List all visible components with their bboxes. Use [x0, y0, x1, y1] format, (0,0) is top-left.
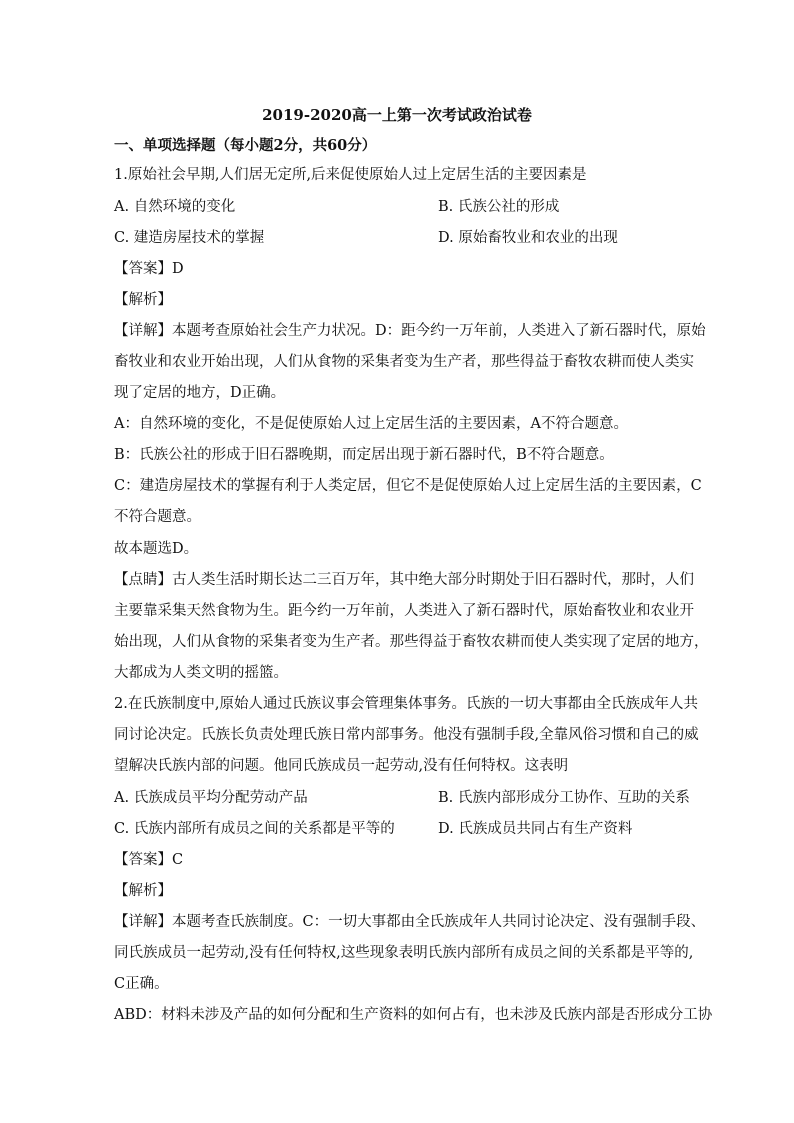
- q1-detail-line-5: B：氏族公社的形成于旧石器晚期，而定居出现于新石器时代，B不符合题意。: [114, 447, 614, 463]
- q1-stem: 1.原始社会早期,人们居无定所,后来促使原始人过上定居生活的主要因素是: [114, 167, 587, 183]
- page-title: 2019-2020高一上第一次考试政治试卷: [262, 106, 532, 124]
- q2-answer: C: [172, 852, 184, 868]
- q2-option-d: D. 氏族成员共同占有生产资料: [438, 821, 633, 837]
- q1-detail-tag: 【详解】: [114, 323, 172, 339]
- q2-detail-tag: 【详解】: [114, 914, 172, 930]
- section-heading: 一、单项选择题（每小题2分，共60分）: [114, 137, 377, 154]
- q1-option-b: B. 氏族公社的形成: [438, 199, 560, 215]
- q1-point-line-4: 大都成为人类文明的摇篮。: [114, 665, 288, 681]
- q2-stem-line-1: 2.在氏族制度中,原始人通过氏族议事会管理集体事务。氏族的一切大事都由全氏族成年人共: [114, 696, 698, 712]
- q1-detail-line-1: [114, 321, 706, 341]
- q2-answer-line: [114, 850, 183, 870]
- q1-point-line-3: 始出现，人们从食物的采集者变为生产者。那些得益于畜牧农耕而使人类实现了定居的地方，: [114, 634, 709, 650]
- q1-option-c: C. 建造房屋技术的掌握: [114, 230, 265, 246]
- q1-detail-line-8: 故本题选D。: [114, 541, 199, 557]
- q1-analysis-tag: 【解析】: [114, 292, 172, 308]
- q2-detail-text-1: 本题考查氏族制度。C：一切大事都由全氏族成年人共同讨论决定、没有强制手段、: [172, 914, 706, 930]
- q1-answer-tag: 【答案】: [114, 261, 172, 277]
- q1-answer: D: [172, 261, 184, 277]
- q2-option-a: A. 氏族成员平均分配劳动产品: [114, 790, 308, 806]
- q2-detail-line-2: 同氏族成员一起劳动,没有任何特权,这些现象表明氏族内部所有成员之间的关系都是平等的,: [114, 945, 694, 961]
- q1-detail-line-7: 不符合题意。: [114, 509, 201, 525]
- q1-answer-line: [114, 259, 184, 279]
- q1-detail-line-6: C：建造房屋技术的掌握有利于人类定居，但它不是促使原始人过上定居生活的主要因素，C: [114, 478, 702, 494]
- q1-detail-line-3: 现了定居的地方，D正确。: [114, 385, 286, 401]
- q2-answer-tag: 【答案】: [114, 852, 172, 868]
- q1-detail-text-1: 本题考查原始社会生产力状况。D：距今约一万年前，人类进入了新石器时代，原始: [172, 323, 706, 339]
- q2-option-c: C. 氏族内部所有成员之间的关系都是平等的: [114, 821, 395, 837]
- q1-option-a: A. 自然环境的变化: [114, 199, 236, 215]
- q2-analysis-tag: 【解析】: [114, 883, 172, 899]
- q2-stem-line-2: 同讨论决定。氏族长负责处理氏族日常内部事务。他没有强制手段,全靠风俗习惯和自己的威: [114, 727, 699, 743]
- q2-detail-line-4: ABD：材料未涉及产品的如何分配和生产资料的如何占有，也未涉及氏族内部是否形成分工协: [114, 1007, 713, 1023]
- q1-detail-line-2: 畜牧业和农业开始出现，人们从食物的采集者变为生产者，那些得益于畜牧农耕而使人类实: [114, 354, 694, 370]
- q1-point-line-2: 主要靠采集天然食物为生。距今约一万年前，人类进入了新石器时代，原始畜牧业和农业开: [114, 603, 694, 619]
- q1-point-line-1: [114, 570, 694, 590]
- q2-detail-line-1: [114, 912, 705, 932]
- q2-option-b: B. 氏族内部形成分工协作、互助的关系: [438, 790, 690, 806]
- q1-option-d: D. 原始畜牧业和农业的出现: [438, 230, 618, 246]
- q1-point-text-1: 古人类生活时期长达二三百万年，其中绝大部分时期处于旧石器时代，那时，人们: [172, 572, 694, 588]
- q2-stem-line-3: 望解决氏族内部的问题。他同氏族成员一起劳动,没有任何特权。这表明: [114, 758, 569, 774]
- q1-detail-line-4: A：自然环境的变化，不是促使原始人过上定居生活的主要因素，A不符合题意。: [114, 416, 628, 432]
- q2-detail-line-3: C正确。: [114, 976, 169, 992]
- q1-point-tag: 【点睛】: [114, 572, 172, 588]
